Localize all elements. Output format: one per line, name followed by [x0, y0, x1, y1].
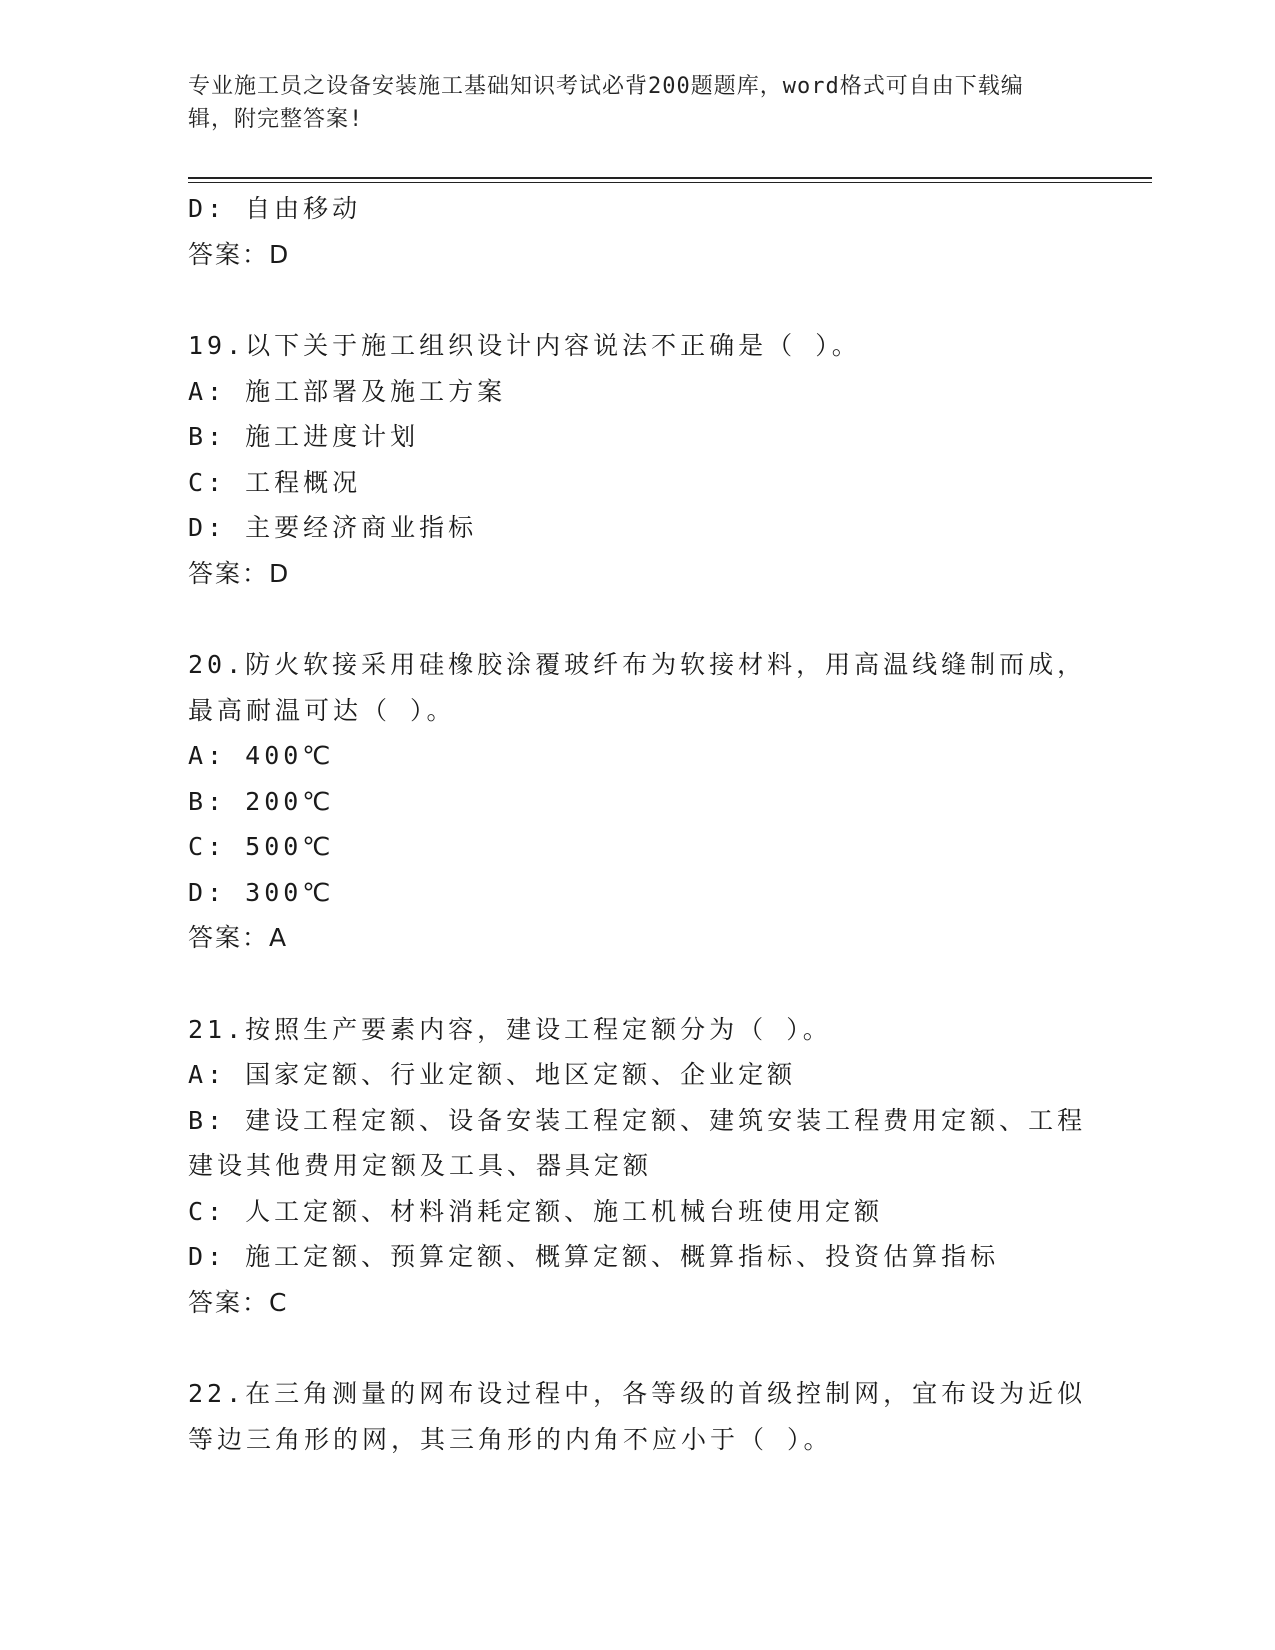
question-18-tail	[188, 186, 1108, 277]
option-d: D: 自由移动	[188, 194, 362, 223]
answer: 答案：D	[188, 558, 291, 588]
question-list	[188, 186, 1108, 1462]
question-20	[188, 642, 1108, 961]
question-gap	[188, 596, 1108, 642]
question-22	[188, 1371, 1108, 1462]
option-a: A: 施工部署及施工方案	[188, 376, 507, 406]
question-gap	[188, 961, 1108, 1007]
question-gap	[188, 1325, 1108, 1371]
option-d: D: 施工定额、预算定额、概算定额、概算指标、投资估算指标	[188, 1242, 1000, 1271]
option-a: A: 400℃	[188, 741, 335, 770]
question-stem: 22.在三角测量的网布设过程中，各等级的首级控制网，宜布设为近似等边三角形的网，其三角形的内角不应小于（ ）。	[188, 1379, 1087, 1454]
answer: 答案：C	[188, 1287, 289, 1317]
question-stem: 21.按照生产要素内容，建设工程定额分为（ ）。	[188, 1014, 832, 1044]
question-stem: 20.防火软接采用硅橡胶涂覆玻纤布为软接材料，用高温线缝制而成，最高耐温可达（ ）。	[188, 650, 1087, 725]
option-b: B: 200℃	[188, 786, 335, 816]
answer: 答案：D	[188, 239, 291, 269]
option-c: C: 工程概况	[188, 467, 362, 497]
header-rule-thick	[188, 177, 1152, 179]
question-stem: 19.以下关于施工组织设计内容说法不正确是（ ）。	[188, 331, 861, 360]
answer: 答案：A	[188, 923, 289, 952]
page-header: 专业施工员之设备安装施工基础知识考试必背200题题库，word格式可自由下载编辑，附完整答案!	[188, 74, 1024, 132]
question-gap	[188, 277, 1108, 323]
question-19	[188, 323, 1108, 596]
option-c: C: 500℃	[188, 832, 335, 861]
option-a: A: 国家定额、行业定额、地区定额、企业定额	[188, 1060, 797, 1089]
option-d: D: 300℃	[188, 877, 335, 907]
header-rule-thin	[188, 182, 1152, 183]
option-d: D: 主要经济商业指标	[188, 513, 478, 542]
option-b: B: 施工进度计划	[188, 422, 420, 451]
option-b: B: 建设工程定额、设备安装工程定额、建筑安装工程费用定额、工程建设其他费用定额及工具、器具定额	[188, 1105, 1087, 1180]
option-c: C: 人工定额、材料消耗定额、施工机械台班使用定额	[188, 1196, 884, 1226]
question-21	[188, 1007, 1108, 1326]
